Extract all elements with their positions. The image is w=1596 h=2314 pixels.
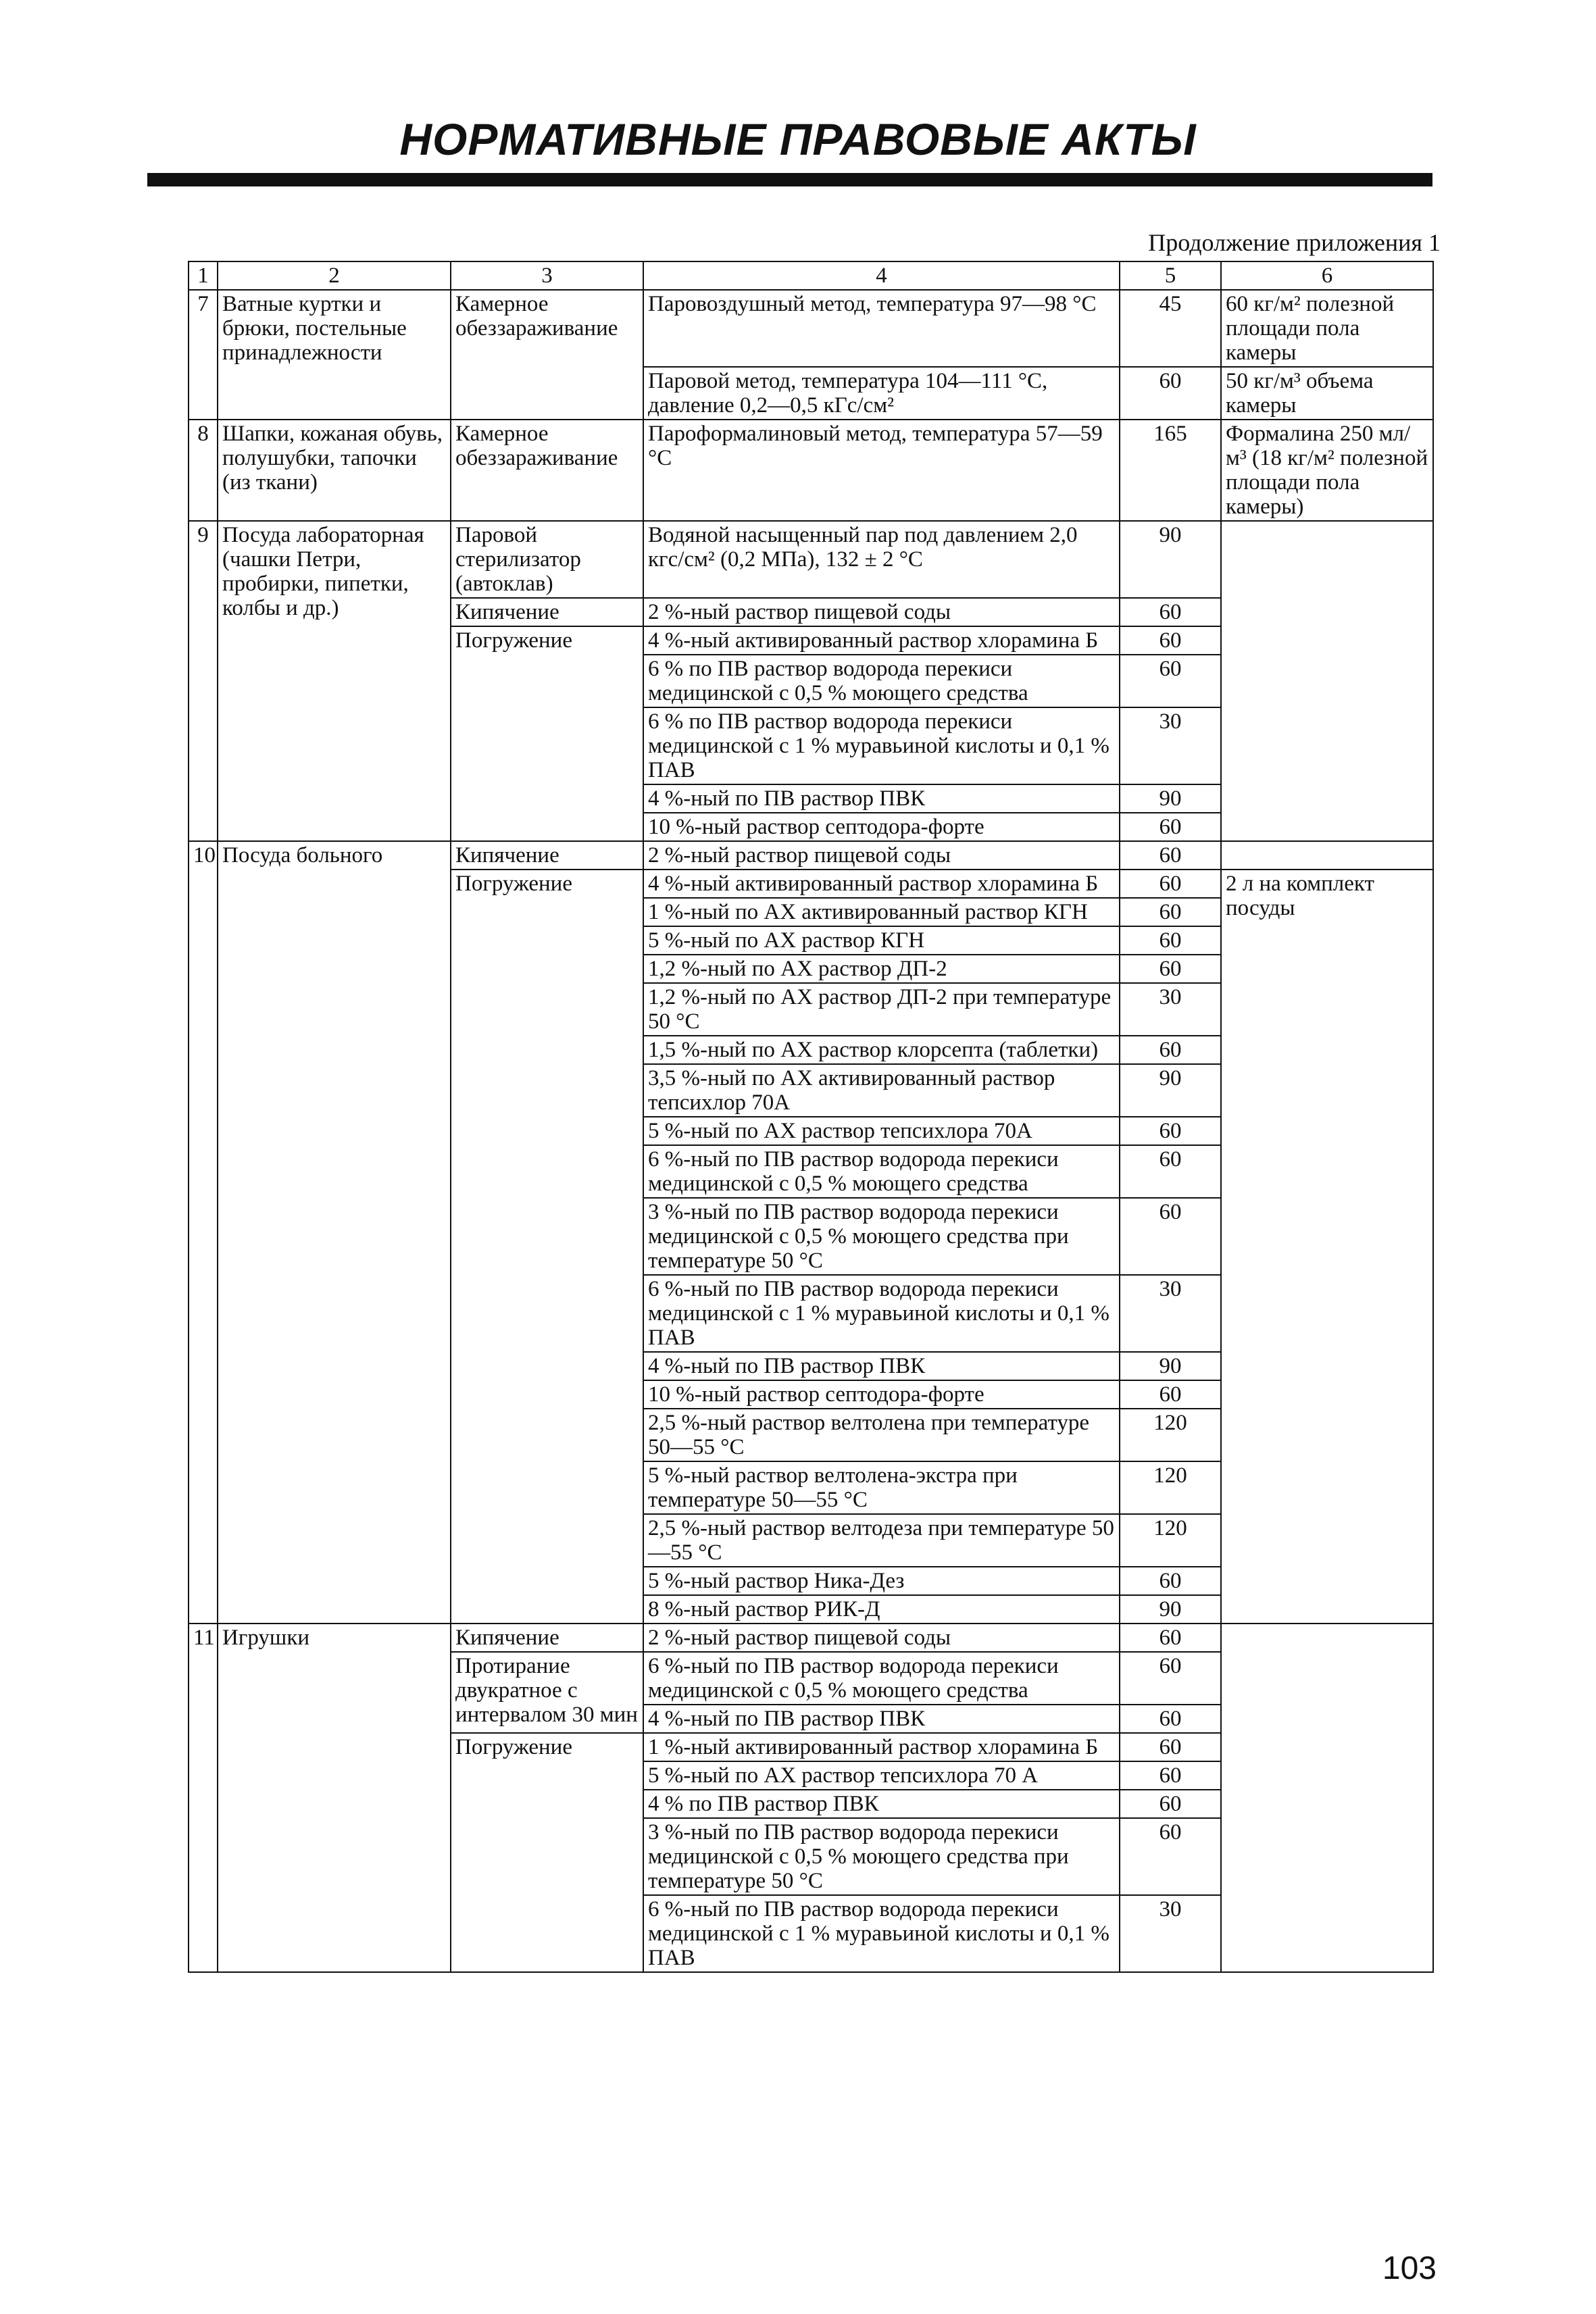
agent-cell: 10 %-ный раствор септодора-форте bbox=[643, 813, 1120, 841]
method-cell: Погружение bbox=[451, 626, 643, 841]
time-cell: 60 bbox=[1120, 598, 1221, 626]
header-rule bbox=[147, 173, 1432, 186]
method-cell: Погружение bbox=[451, 870, 643, 1624]
agent-cell: 3 %-ный по ПВ раствор водорода перекиси медицинской с 0,5 % моющего средства при температуре 50 °С bbox=[643, 1818, 1120, 1895]
page-header-title: НОРМАТИВНЫЕ ПРАВОВЫЕ АКТЫ bbox=[399, 114, 1197, 164]
table-row bbox=[189, 290, 1433, 367]
time-cell: 60 bbox=[1120, 1652, 1221, 1705]
agent-cell: 10 %-ный раствор септодора-форте bbox=[643, 1380, 1120, 1409]
agent-cell: 6 % по ПВ раствор водорода перекиси медицинской с 0,5 % моющего средства bbox=[643, 655, 1120, 707]
note-cell: Формалина 250 мл/м³ (18 кг/м² полезной площади пола камеры) bbox=[1221, 420, 1433, 521]
time-cell: 60 bbox=[1120, 1198, 1221, 1275]
row-number: 10 bbox=[189, 841, 218, 1624]
method-cell: Кипячение bbox=[451, 1624, 643, 1652]
table-row bbox=[189, 841, 1433, 870]
agent-cell: 1,2 %-ный по АХ раствор ДП-2 при температуре 50 °С bbox=[643, 983, 1120, 1036]
method-cell: Паровой стерилизатор (автоклав) bbox=[451, 521, 643, 598]
table-row bbox=[189, 420, 1433, 521]
time-cell: 90 bbox=[1120, 1064, 1221, 1117]
agent-cell: 2 %-ный раствор пищевой соды bbox=[643, 1624, 1120, 1652]
agent-cell: 6 %-ный по ПВ раствор водорода перекиси медицинской с 0,5 % моющего средства bbox=[643, 1652, 1120, 1705]
agent-cell: 4 % по ПВ раствор ПВК bbox=[643, 1790, 1120, 1818]
method-cell: Камерное обеззараживание bbox=[451, 420, 643, 521]
column-header: 3 bbox=[451, 261, 643, 290]
agent-cell: 4 %-ный активированный раствор хлорамина Б bbox=[643, 870, 1120, 898]
row-number: 8 bbox=[189, 420, 218, 521]
agent-cell: Пароформалиновый метод, температура 57—59 °С bbox=[643, 420, 1120, 521]
agent-cell: Паровоздушный метод, температура 97—98 °С bbox=[643, 290, 1120, 367]
time-cell: 60 bbox=[1120, 955, 1221, 983]
agent-cell: 6 %-ный по ПВ раствор водорода перекиси медицинской с 0,5 % моющего средства bbox=[643, 1145, 1120, 1198]
object-cell: Посуда больного bbox=[218, 841, 451, 1624]
column-header: 6 bbox=[1221, 261, 1433, 290]
note-cell: 50 кг/м³ объема камеры bbox=[1221, 367, 1433, 420]
time-cell: 60 bbox=[1120, 926, 1221, 955]
row-number: 11 bbox=[189, 1624, 218, 1972]
time-cell: 90 bbox=[1120, 1352, 1221, 1380]
time-cell: 60 bbox=[1120, 870, 1221, 898]
object-cell: Игрушки bbox=[218, 1624, 451, 1972]
time-cell: 90 bbox=[1120, 521, 1221, 598]
disinfection-table bbox=[188, 261, 1434, 1973]
time-cell: 60 bbox=[1120, 1567, 1221, 1595]
time-cell: 90 bbox=[1120, 1595, 1221, 1624]
agent-cell: 1,5 %-ный по АХ раствор клорсепта (таблетки) bbox=[643, 1036, 1120, 1064]
column-header: 4 bbox=[643, 261, 1120, 290]
object-cell: Ватные куртки и брюки, постельные принадлежности bbox=[218, 290, 451, 420]
note-cell: 2 л на комплект посуды bbox=[1221, 870, 1433, 1624]
time-cell: 60 bbox=[1120, 655, 1221, 707]
agent-cell: 6 %-ный по ПВ раствор водорода перекиси медицинской с 1 % муравьиной кислоты и 0,1 % ПАВ bbox=[643, 1895, 1120, 1972]
object-cell: Шапки, кожаная обувь, полушубки, тапочки (из ткани) bbox=[218, 420, 451, 521]
note-cell bbox=[1221, 521, 1433, 841]
row-number: 9 bbox=[189, 521, 218, 841]
table-row bbox=[189, 521, 1433, 598]
time-cell: 60 bbox=[1120, 1145, 1221, 1198]
time-cell: 120 bbox=[1120, 1461, 1221, 1514]
time-cell: 165 bbox=[1120, 420, 1221, 521]
agent-cell: 1,2 %-ный по АХ раствор ДП-2 bbox=[643, 955, 1120, 983]
agent-cell: 5 %-ный по АХ раствор тепсихлора 70А bbox=[643, 1117, 1120, 1145]
column-header: 1 bbox=[189, 261, 218, 290]
agent-cell: 6 % по ПВ раствор водорода перекиси медицинской с 1 % муравьиной кислоты и 0,1 % ПАВ bbox=[643, 707, 1120, 784]
method-cell: Кипячение bbox=[451, 598, 643, 626]
time-cell: 30 bbox=[1120, 1275, 1221, 1352]
time-cell: 60 bbox=[1120, 898, 1221, 926]
time-cell: 30 bbox=[1120, 1895, 1221, 1972]
time-cell: 60 bbox=[1120, 1733, 1221, 1761]
time-cell: 60 bbox=[1120, 367, 1221, 420]
time-cell: 60 bbox=[1120, 841, 1221, 870]
column-number-row bbox=[189, 261, 1433, 290]
note-cell: 60 кг/м² полезной площади пола камеры bbox=[1221, 290, 1433, 367]
time-cell: 120 bbox=[1120, 1409, 1221, 1461]
agent-cell: 4 %-ный активированный раствор хлорамина Б bbox=[643, 626, 1120, 655]
agent-cell: 3 %-ный по ПВ раствор водорода перекиси медицинской с 0,5 % моющего средства при температуре 50 °С bbox=[643, 1198, 1120, 1275]
agent-cell: 2,5 %-ный раствор велтодеза при температуре 50—55 °С bbox=[643, 1514, 1120, 1567]
agent-cell: 5 %-ный по АХ раствор тепсихлора 70 А bbox=[643, 1761, 1120, 1790]
agent-cell: 8 %-ный раствор РИК-Д bbox=[643, 1595, 1120, 1624]
agent-cell: 2 %-ный раствор пищевой соды bbox=[643, 598, 1120, 626]
agent-cell: 5 %-ный раствор велтолена-экстра при температуре 50—55 °С bbox=[643, 1461, 1120, 1514]
table-caption: Продолжение приложения 1 bbox=[1148, 229, 1441, 256]
column-header: 5 bbox=[1120, 261, 1221, 290]
agent-cell: 1 %-ный по АХ активированный раствор КГН bbox=[643, 898, 1120, 926]
time-cell: 120 bbox=[1120, 1514, 1221, 1567]
method-cell: Кипячение bbox=[451, 841, 643, 870]
note-cell bbox=[1221, 1624, 1433, 1972]
time-cell: 30 bbox=[1120, 707, 1221, 784]
time-cell: 60 bbox=[1120, 1624, 1221, 1652]
agent-cell: 4 %-ный по ПВ раствор ПВК bbox=[643, 1352, 1120, 1380]
row-number: 7 bbox=[189, 290, 218, 420]
time-cell: 60 bbox=[1120, 1705, 1221, 1733]
note-cell bbox=[1221, 841, 1433, 870]
time-cell: 45 bbox=[1120, 290, 1221, 367]
time-cell: 60 bbox=[1120, 1818, 1221, 1895]
column-header: 2 bbox=[218, 261, 451, 290]
agent-cell: 5 %-ный раствор Ника-Дез bbox=[643, 1567, 1120, 1595]
agent-cell: 2,5 %-ный раствор велтолена при температуре 50—55 °С bbox=[643, 1409, 1120, 1461]
object-cell: Посуда лабораторная (чашки Петри, пробирки, пипетки, колбы и др.) bbox=[218, 521, 451, 841]
agent-cell: 1 %-ный активированный раствор хлорамина Б bbox=[643, 1733, 1120, 1761]
agent-cell: 2 %-ный раствор пищевой соды bbox=[643, 841, 1120, 870]
time-cell: 60 bbox=[1120, 1117, 1221, 1145]
agent-cell: 3,5 %-ный по АХ активированный раствор тепсихлор 70А bbox=[643, 1064, 1120, 1117]
time-cell: 60 bbox=[1120, 1380, 1221, 1409]
agent-cell: 5 %-ный по АХ раствор КГН bbox=[643, 926, 1120, 955]
method-cell: Камерное обеззараживание bbox=[451, 290, 643, 420]
method-cell: Погружение bbox=[451, 1733, 643, 1972]
agent-cell: Водяной насыщенный пар под давлением 2,0 кгс/см² (0,2 МПа), 132 ± 2 °С bbox=[643, 521, 1120, 598]
agent-cell: 4 %-ный по ПВ раствор ПВК bbox=[643, 1705, 1120, 1733]
time-cell: 60 bbox=[1120, 626, 1221, 655]
time-cell: 30 bbox=[1120, 983, 1221, 1036]
time-cell: 90 bbox=[1120, 784, 1221, 813]
time-cell: 60 bbox=[1120, 1036, 1221, 1064]
time-cell: 60 bbox=[1120, 813, 1221, 841]
agent-cell: Паровой метод, температура 104—111 °С, давление 0,2—0,5 кГс/см² bbox=[643, 367, 1120, 420]
page-number: 103 bbox=[1382, 2250, 1437, 2286]
time-cell: 60 bbox=[1120, 1790, 1221, 1818]
agent-cell: 4 %-ный по ПВ раствор ПВК bbox=[643, 784, 1120, 813]
agent-cell: 6 %-ный по ПВ раствор водорода перекиси медицинской с 1 % муравьиной кислоты и 0,1 % ПАВ bbox=[643, 1275, 1120, 1352]
time-cell: 60 bbox=[1120, 1761, 1221, 1790]
method-cell: Протирание двукратное с интервалом 30 мин bbox=[451, 1652, 643, 1733]
table-row bbox=[189, 1624, 1433, 1652]
